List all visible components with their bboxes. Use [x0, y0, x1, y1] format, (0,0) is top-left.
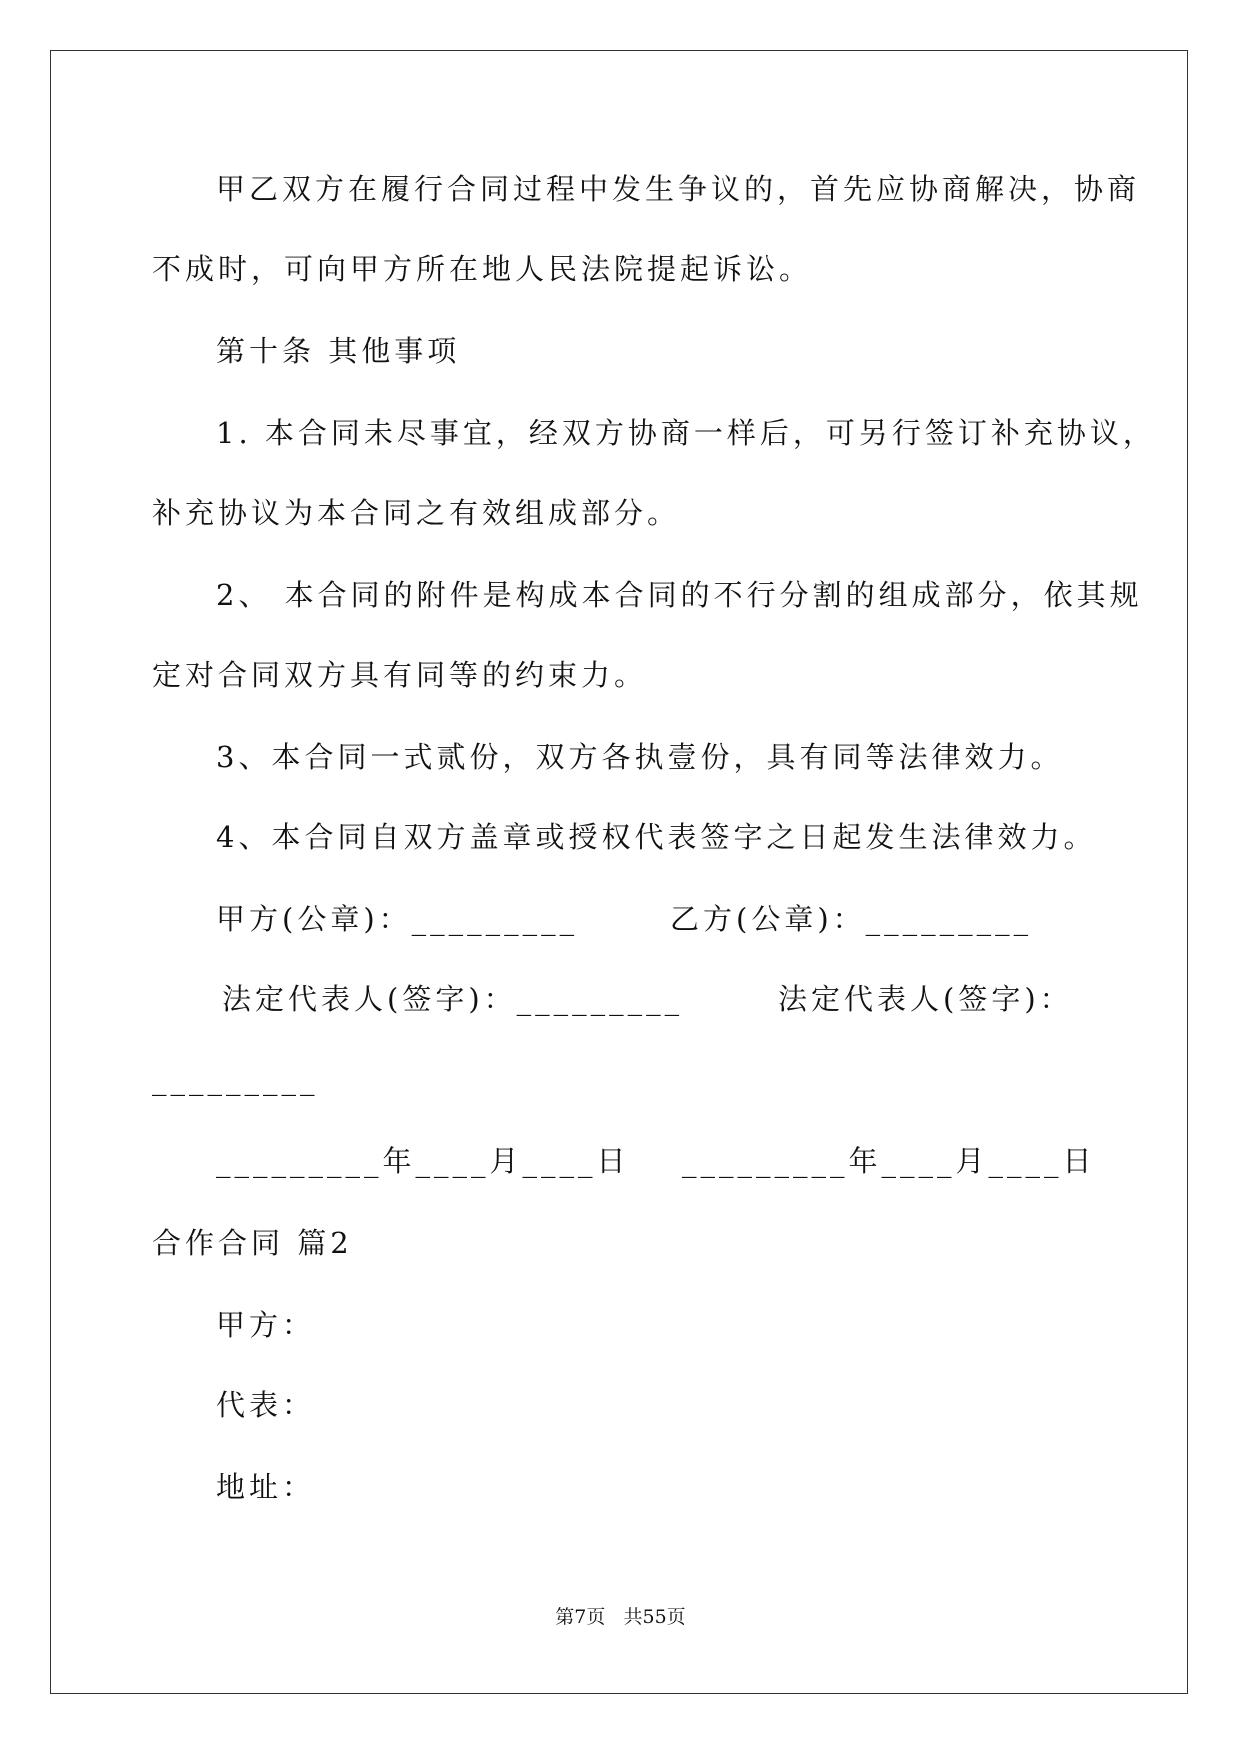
item1-line2: 补充协议为本合同之有效组成部分。	[152, 496, 681, 530]
address-label: 地址：	[216, 1470, 316, 1504]
item3: 3、本合同一式贰份，双方各执壹份，具有同等法律效力。	[216, 740, 1064, 774]
item1-line1: 1. 本合同未尽事宜，经双方协商一样后，可另行签订补充协议，	[216, 416, 1156, 450]
item2-line1: 2、 本合同的附件是构成本合同的不行分割的组成部分，依其规	[216, 578, 1143, 612]
article-heading: 第十条 其他事项	[216, 334, 461, 368]
page-border	[50, 50, 1188, 1694]
representative-label: 代表：	[216, 1388, 316, 1422]
item4: 4、本合同自双方盖章或授权代表签字之日起发生法律效力。	[216, 820, 1097, 854]
page-number-footer: 第7页 共55页	[555, 1606, 686, 1628]
party-b-seal: 乙方(公章)：_________	[670, 902, 1033, 936]
date-party-a: _________年____月____日	[216, 1144, 630, 1178]
paragraph-dispute-line1: 甲乙双方在履行合同过程中发生争议的，首先应协商解决，协商	[216, 172, 1141, 206]
contract2-title: 合作合同 篇2	[152, 1226, 353, 1260]
item2-line2: 定对合同双方具有同等的约束力。	[152, 658, 648, 692]
party-a-seal: 甲方(公章)：_________	[216, 902, 579, 936]
paragraph-dispute-line2: 不成时，可向甲方所在地人民法院提起诉讼。	[152, 252, 813, 286]
party-a-label: 甲方：	[216, 1308, 316, 1342]
party-b-representative-blank: _________	[152, 1062, 319, 1096]
party-b-representative: 法定代表人(签字)：	[778, 982, 1073, 1016]
date-party-b: _________年____月____日	[682, 1144, 1096, 1178]
party-a-representative: 法定代表人(签字)：_________	[222, 982, 684, 1016]
